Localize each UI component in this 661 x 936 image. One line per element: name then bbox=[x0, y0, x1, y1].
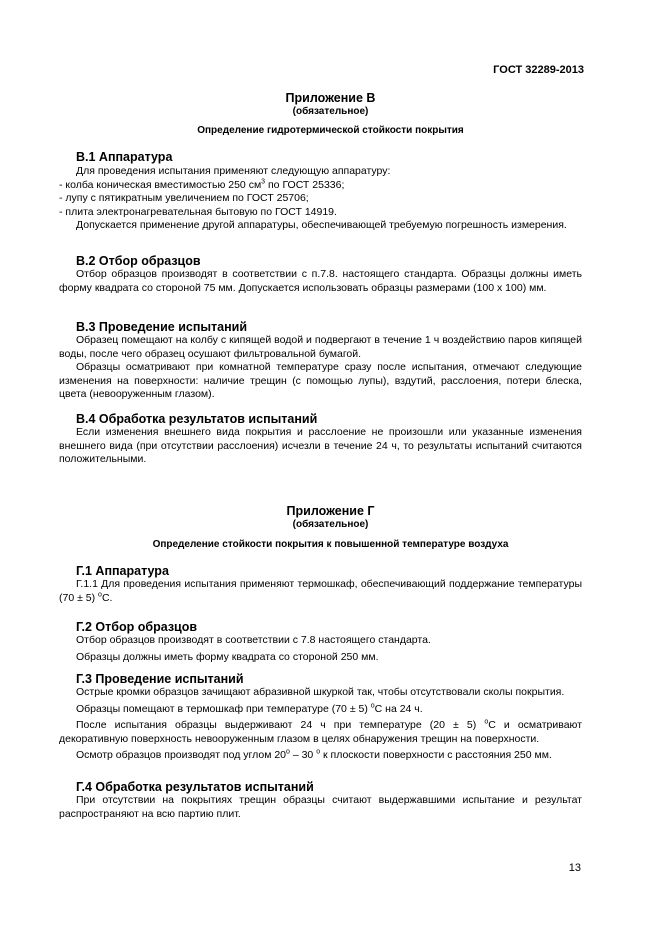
section-v1-item-hotplate: - плита электронагревательная бытовую по ГОСТ 14919. bbox=[59, 205, 337, 218]
g3-p4-degree-sup-1: о bbox=[286, 748, 290, 756]
appendix-g-title: Приложение Г bbox=[286, 504, 375, 518]
g3-p3-text: После испытания образцы выдерживают 24 ч при температуре (20 ± 5) bbox=[76, 719, 485, 732]
section-g4-body bbox=[59, 794, 582, 821]
section-v1-heading: В.1 Аппаратура bbox=[76, 150, 173, 164]
section-g1-body bbox=[59, 578, 582, 605]
g3-p4-degree-sup-2: о bbox=[316, 748, 321, 756]
section-g3-heading: Г.3 Проведение испытаний bbox=[76, 672, 244, 686]
g3-p2-text-end: С на 24 ч. bbox=[374, 702, 423, 715]
section-v4-heading: В.4 Обработка результатов испытаний bbox=[76, 412, 318, 426]
section-g1-p1 bbox=[59, 578, 582, 605]
section-g2-heading: Г.2 Отбор образцов bbox=[76, 620, 198, 634]
g1-degree-sup: о bbox=[98, 591, 102, 599]
item-flask-text: - колба коническая вместимостью 250 см bbox=[59, 178, 262, 191]
appendix-v-title: Приложение В bbox=[285, 91, 376, 105]
section-g1-heading: Г.1 Аппаратура bbox=[76, 564, 169, 578]
g3-p4-text: Осмотр образцов производят под углом 20 bbox=[76, 749, 287, 762]
section-v3-body bbox=[59, 334, 582, 402]
g3-p4-text-end: к плоскости поверхности с расстояния 250 мм. bbox=[320, 749, 552, 762]
section-g4-p1: При отсутствии на покрытиях трещин образцы считают выдержавшими испытание и результат распространяют на всю партию плит. bbox=[59, 794, 582, 820]
section-v3-p1: Образец помещают на колбу с кипящей водой и подвергают в течение 1 ч воздействию паров кипящей воды, после чего образец осушают фильтровальной бумагой. bbox=[59, 334, 582, 360]
section-g3-p1: Острые кромки образцов зачищают абразивной шкуркой так, чтобы отсутствовали сколы покрытия. bbox=[76, 686, 565, 698]
g3-p2-text: Образцы помещают в термошкаф при температуре (70 ± 5) bbox=[76, 702, 371, 715]
section-v1-body bbox=[59, 165, 582, 233]
section-g3-body bbox=[59, 686, 582, 763]
section-v1-allowance: Допускается применение другой аппаратуры, обеспечивающей требуемую погрешность измерения. bbox=[76, 219, 567, 232]
section-g4-heading: Г.4 Обработка результатов испытаний bbox=[76, 780, 314, 794]
appendix-v-status: (обязательное) bbox=[292, 106, 369, 117]
item-flask-text-end: по ГОСТ 25336; bbox=[265, 178, 345, 191]
g3-p3-degree-sup: о bbox=[484, 718, 489, 726]
g3-p4-text-mid: – 30 bbox=[289, 749, 317, 762]
g1-text: Г.1.1 Для проведения испытания применяют термошкаф, обеспечивающий поддержание температуры (70 ± 5) bbox=[59, 578, 582, 604]
section-v2-body bbox=[59, 268, 582, 295]
section-g2-p1: Отбор образцов производят в соответствии с 7.8 настоящего стандарта. bbox=[76, 634, 431, 646]
section-v1-item-flask bbox=[59, 179, 582, 193]
section-v1-intro: Для проведения испытания применяют следующую аппаратуру: bbox=[76, 165, 391, 177]
page-number: 13 bbox=[568, 862, 581, 874]
appendix-g-topic: Определение стойкости покрытия к повышенной температуре воздуха bbox=[152, 539, 509, 550]
g3-p3-text-end: С и осматривают декоративную поверхность невооруженным глазом в целях обнаружения трещин на поверхности. bbox=[59, 719, 583, 745]
section-v2-heading: В.2 Отбор образцов bbox=[76, 254, 201, 268]
section-v4-body bbox=[59, 426, 582, 467]
section-g2-body bbox=[59, 634, 582, 664]
section-v4-p1: Если изменения внешнего вида покрытия и расслоение не произошли или указанные изменения внешнего вида (при отсутствии расслоения) исчезли в течение 24 ч, то результаты испытаний считаются положительными. bbox=[59, 426, 582, 466]
section-v3-heading: В.3 Проведение испытаний bbox=[76, 320, 248, 334]
section-g3-p3 bbox=[59, 719, 582, 746]
section-v3-p2: Образцы осматривают при комнатной температуре сразу после испытания, отмечают следующие изменения на поверхности: наличие трещин (с помощью лупы), вздутий, расслоения, потери блеска, цвета (невооруженным глазом). bbox=[59, 361, 582, 401]
section-v1-item-magnifier: - лупу с пятикратным увеличением по ГОСТ 25706; bbox=[59, 192, 309, 205]
document-code: ГОСТ 32289-2013 bbox=[493, 64, 584, 76]
g1-text-end: С. bbox=[101, 591, 113, 604]
appendix-g-status: (обязательное) bbox=[292, 519, 369, 530]
section-v2-p1: Отбор образцов производят в соответствии с п.7.8. настоящего стандарта. Образцы должны иметь форму квадрата со стороной 75 мм. Допускается использовать образцы размерами (100 х 100) мм. bbox=[59, 268, 582, 294]
section-g2-p2: Образцы должны иметь форму квадрата со стороной 250 мм. bbox=[76, 650, 379, 663]
appendix-v-topic: Определение гидротермической стойкости покрытия bbox=[197, 125, 464, 136]
section-g3-p4 bbox=[59, 749, 582, 763]
section-g3-p2 bbox=[59, 703, 582, 717]
item-flask-sup: 3 bbox=[261, 178, 266, 186]
g3-p2-degree-sup: о bbox=[370, 702, 375, 710]
